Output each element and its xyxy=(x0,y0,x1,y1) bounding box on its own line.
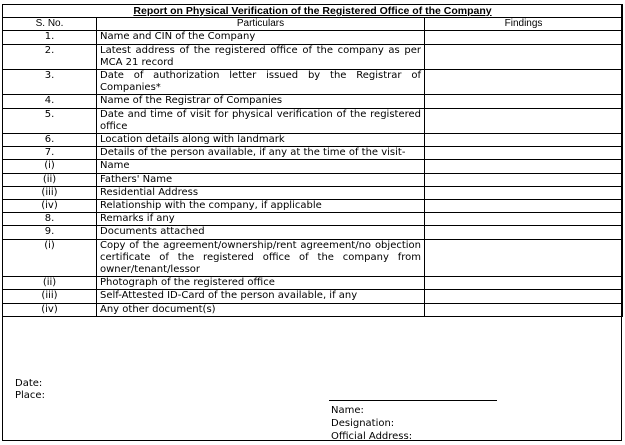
header-findings: Findings xyxy=(425,18,623,31)
name-label: Name: xyxy=(331,405,364,416)
row-particular: Residential Address xyxy=(97,186,425,199)
table-row xyxy=(3,44,623,69)
header-particulars: Particulars xyxy=(97,18,425,31)
row-sno: 8. xyxy=(3,213,97,226)
table-row xyxy=(3,147,623,160)
table-row xyxy=(3,108,623,133)
date-label: Date: xyxy=(15,378,43,389)
row-particular: Location details along with landmark xyxy=(97,134,425,147)
row-finding[interactable] xyxy=(425,213,623,226)
row-particular: Remarks if any xyxy=(97,213,425,226)
row-particular: Name of the Registrar of Companies xyxy=(97,95,425,108)
row-finding[interactable] xyxy=(425,290,623,303)
table-row xyxy=(3,200,623,213)
row-finding[interactable] xyxy=(425,134,623,147)
row-sno: 3. xyxy=(3,70,97,95)
report-form xyxy=(2,4,622,441)
row-particular: Photograph of the registered office xyxy=(97,277,425,290)
row-finding[interactable] xyxy=(425,160,623,173)
row-particular: Fathers' Name xyxy=(97,173,425,186)
row-particular: Copy of the agreement/ownership/rent agreement/no objection certificate of the registered office of the company from owner/tenant/lessor xyxy=(97,239,425,277)
row-particular: Self-Attested ID-Card of the person available, if any xyxy=(97,290,425,303)
row-finding[interactable] xyxy=(425,200,623,213)
row-particular: Date of authorization letter issued by the Registrar of Companies* xyxy=(97,70,425,95)
table-row xyxy=(3,186,623,199)
table-row xyxy=(3,303,623,316)
row-finding[interactable] xyxy=(425,70,623,95)
row-finding[interactable] xyxy=(425,239,623,277)
table-row xyxy=(3,173,623,186)
place-label: Place: xyxy=(15,390,45,401)
row-sno: (iii) xyxy=(3,290,97,303)
row-finding[interactable] xyxy=(425,44,623,69)
table-row xyxy=(3,95,623,108)
table-row xyxy=(3,70,623,95)
row-sno: (ii) xyxy=(3,173,97,186)
row-particular: Name and CIN of the Company xyxy=(97,31,425,44)
table-row xyxy=(3,226,623,239)
row-sno: 2. xyxy=(3,44,97,69)
row-particular: Name xyxy=(97,160,425,173)
table-row xyxy=(3,134,623,147)
table-row xyxy=(3,31,623,44)
row-particular: Date and time of visit for physical verification of the registered office xyxy=(97,108,425,133)
header-sno: S. No. xyxy=(3,18,97,31)
report-title: Report on Physical Verification of the Registered Office of the Company xyxy=(3,5,623,18)
row-finding[interactable] xyxy=(425,303,623,316)
row-sno: (ii) xyxy=(3,277,97,290)
row-finding[interactable] xyxy=(425,277,623,290)
official-address-label: Official Address: xyxy=(331,431,413,442)
table-row xyxy=(3,160,623,173)
row-particular: Relationship with the company, if applicable xyxy=(97,200,425,213)
row-particular: Latest address of the registered office of the company as per MCA 21 record xyxy=(97,44,425,69)
table-row xyxy=(3,213,623,226)
row-finding[interactable] xyxy=(425,186,623,199)
row-finding[interactable] xyxy=(425,147,623,160)
table-row xyxy=(3,277,623,290)
row-sno: 1. xyxy=(3,31,97,44)
row-sno: (iv) xyxy=(3,303,97,316)
row-particular: Any other document(s) xyxy=(97,303,425,316)
row-sno: (iii) xyxy=(3,186,97,199)
table-body xyxy=(3,31,623,316)
designation-label: Designation: xyxy=(331,418,395,429)
row-sno: (i) xyxy=(3,239,97,277)
row-finding[interactable] xyxy=(425,226,623,239)
row-sno: 5. xyxy=(3,108,97,133)
row-finding[interactable] xyxy=(425,95,623,108)
row-sno: (i) xyxy=(3,160,97,173)
row-finding[interactable] xyxy=(425,108,623,133)
row-sno: 7. xyxy=(3,147,97,160)
row-sno: 4. xyxy=(3,95,97,108)
verification-table xyxy=(2,4,623,317)
row-sno: (iv) xyxy=(3,200,97,213)
row-particular: Details of the person available, if any at the time of the visit- xyxy=(97,147,425,160)
row-finding[interactable] xyxy=(425,173,623,186)
table-row xyxy=(3,239,623,277)
row-finding[interactable] xyxy=(425,31,623,44)
row-sno: 6. xyxy=(3,134,97,147)
row-particular: Documents attached xyxy=(97,226,425,239)
signature-line xyxy=(329,400,497,401)
row-sno: 9. xyxy=(3,226,97,239)
table-row xyxy=(3,290,623,303)
